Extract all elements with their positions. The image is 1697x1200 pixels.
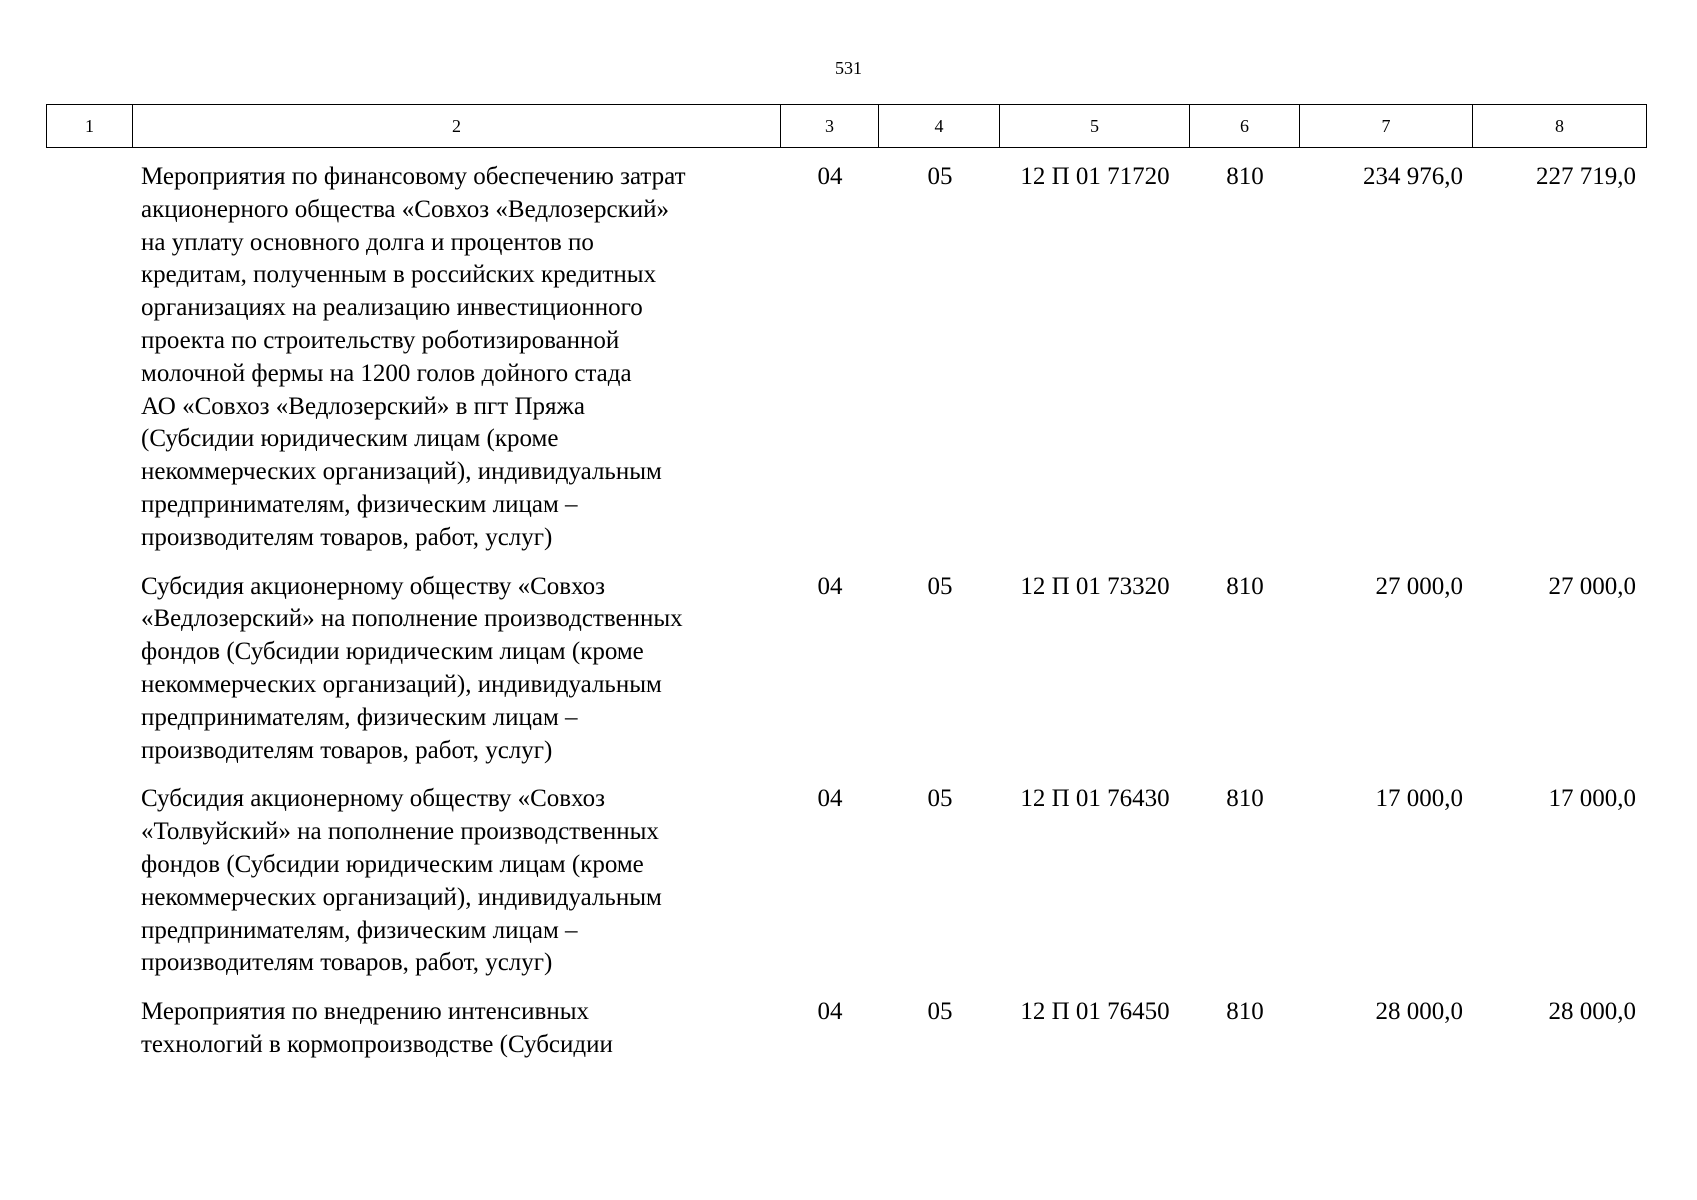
- row-section-code: 04: [817, 998, 843, 1026]
- table-row: [0, 783, 1697, 980]
- header-row: [47, 105, 1647, 148]
- row-description: Мероприятия по финансовому обеспечению затрат акционерного общества «Совхоз «Ведлозерский» на уплату основного долга и процентов по кредитам, полученным в российских кредитных организациях на реализацию инвестиционного проекта по строительству роботизированной молочной фермы на 1200 голов дойного стада АО «Совхоз «Ведлозерский» в пгт Пряжа (Субсидии юридическим лицам (кроме некоммерческих организаций), индивидуальным предпринимателям, физическим лицам – производителям товаров, работ, услуг): [141, 163, 686, 551]
- row-target-article: 12 П 01 71720: [1020, 163, 1170, 190]
- header-col-4: 4: [879, 105, 1000, 148]
- row-amount-2: 17 000,0: [1548, 785, 1636, 813]
- row-expense-type: 810: [1226, 163, 1264, 190]
- row-subsection-code: 05: [927, 998, 953, 1026]
- header-col-3: 3: [781, 105, 879, 148]
- row-subsection-code: 05: [927, 163, 953, 190]
- table-row: [0, 996, 1697, 1062]
- row-amount-1: 17 000,0: [1375, 785, 1463, 813]
- row-amount-2: 28 000,0: [1548, 998, 1636, 1026]
- table-row: [0, 161, 1697, 555]
- row-target-article: 12 П 01 73320: [1020, 572, 1170, 600]
- row-amount-1: 28 000,0: [1375, 998, 1463, 1026]
- table-header: [46, 104, 1647, 148]
- header-col-5: 5: [1000, 105, 1190, 148]
- header-col-6: 6: [1190, 105, 1300, 148]
- header-col-8: 8: [1473, 105, 1647, 148]
- row-section-code: 04: [817, 785, 843, 813]
- header-col-2: 2: [133, 105, 781, 148]
- row-description: Субсидия акционерному обществу «Совхоз «Толвуйский» на пополнение производственных фондов (Субсидии юридическим лицам (кроме некоммерческих организаций), индивидуальным предпринимателям, физическим лицам – производителям товаров, работ, услуг): [141, 785, 662, 977]
- row-subsection-code: 05: [927, 785, 953, 813]
- row-expense-type: 810: [1226, 785, 1264, 813]
- row-subsection-code: 05: [927, 572, 953, 600]
- row-target-article: 12 П 01 76450: [1020, 998, 1170, 1026]
- row-amount-2: 227 719,0: [1536, 163, 1636, 190]
- header-col-1: 1: [47, 105, 133, 148]
- row-target-article: 12 П 01 76430: [1020, 785, 1170, 813]
- table-body: [0, 161, 1697, 1078]
- page-number: 531: [835, 58, 862, 78]
- row-amount-1: 27 000,0: [1375, 572, 1463, 600]
- row-section-code: 04: [817, 572, 843, 600]
- header-col-7: 7: [1300, 105, 1473, 148]
- row-expense-type: 810: [1226, 572, 1264, 600]
- row-description: Субсидия акционерному обществу «Совхоз «Ведлозерский» на пополнение производственных фондов (Субсидии юридическим лицам (кроме некоммерческих организаций), индивидуальным предпринимателям, физическим лицам – производителям товаров, работ, услуг): [141, 572, 683, 764]
- row-description: Мероприятия по внедрению интенсивных технологий в кормопроизводстве (Субсидии: [141, 998, 613, 1058]
- row-amount-2: 27 000,0: [1548, 572, 1636, 600]
- row-section-code: 04: [817, 163, 843, 190]
- table-row: [0, 571, 1697, 768]
- row-amount-1: 234 976,0: [1363, 163, 1463, 190]
- row-expense-type: 810: [1226, 998, 1264, 1026]
